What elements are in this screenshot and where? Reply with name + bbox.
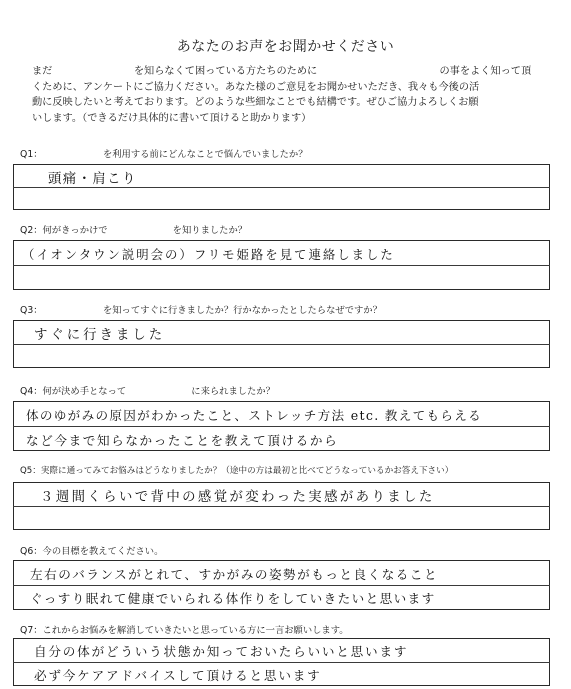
question-7-answer-rule (13, 662, 550, 663)
page-title: あなたのお声をお聞かせください (176, 39, 395, 55)
question-6-label: Q6：今の目標を教えてください。 (20, 546, 164, 557)
question-3-answer-line-1: すぐに行きました (34, 328, 166, 343)
question-6-answer-line-2: ぐっすり眠れて健康でいられる体作りをしていきたいと思います (30, 591, 436, 606)
question-6-answer-rule (13, 585, 550, 586)
question-7-label: Q7：これからお悩みを解消していきたいと思っている方に一言お願いします。 (20, 625, 349, 636)
question-1-answer-line-1: 頭痛・肩こり (48, 172, 137, 187)
question-4-answer-line-1: 体のゆがみの原因がわかったこと、ストレッチ方法 etc. 教えてもらえる (26, 408, 483, 423)
question-2-answer-rule (13, 265, 550, 266)
question-6-answer-line-1: 左右のバランスがとれて、すかがみの姿勢がもっと良くなること (30, 567, 439, 582)
question-4-label: Q4：何が決め手となって に来られましたか？ (20, 386, 275, 397)
question-7-answer-line-1: 自分の体がどういう状態か知っておいたらいいと思います (34, 644, 409, 659)
question-3-answer-rule (13, 344, 550, 345)
question-1-answer-rule (13, 187, 550, 188)
question-5-answer-rule (13, 506, 550, 507)
question-4-answer-rule (13, 426, 550, 427)
question-4-answer-line-2: など今まで知らなかったことを教えて頂けるから (26, 433, 339, 448)
question-2-answer-line-1: （イオンタウン説明会の）フリモ姫路を見て連絡しました (22, 247, 395, 262)
question-5-label: Q5：実際に通ってみてお悩みはどうなりましたか？（途中の方は最初と比べてどうなっているかお答え下さい） (20, 466, 454, 476)
question-5-answer-line-1: ３週間くらいで背中の感覚が変わった実感がありました (40, 490, 435, 505)
question-3-label: Q3： を知ってすぐに行きましたか？行かなかったとしたらなぜですか？ (20, 305, 382, 316)
question-2-label: Q2：何がきっかけで を知りましたか？ (20, 225, 248, 236)
question-1-label: Q1： を利用する前にどんなことで悩んでいましたか？ (20, 149, 308, 160)
question-7-answer-line-2: 必ず今ケアアドバイスして頂けると思います (34, 668, 322, 683)
intro-paragraph: まだ を知らなくて困っている方たちのために の事をよく知って頂 くために、アンケートにご協力ください。あなた様のご意見をお聞かせいただき、我々も今後の活 動に反映したいと考えております。どのような些細なことでも結構です。ぜひご協力よろしくお願 いします。（できるだけ具体的に書いて頂けると助かります） (32, 66, 532, 124)
